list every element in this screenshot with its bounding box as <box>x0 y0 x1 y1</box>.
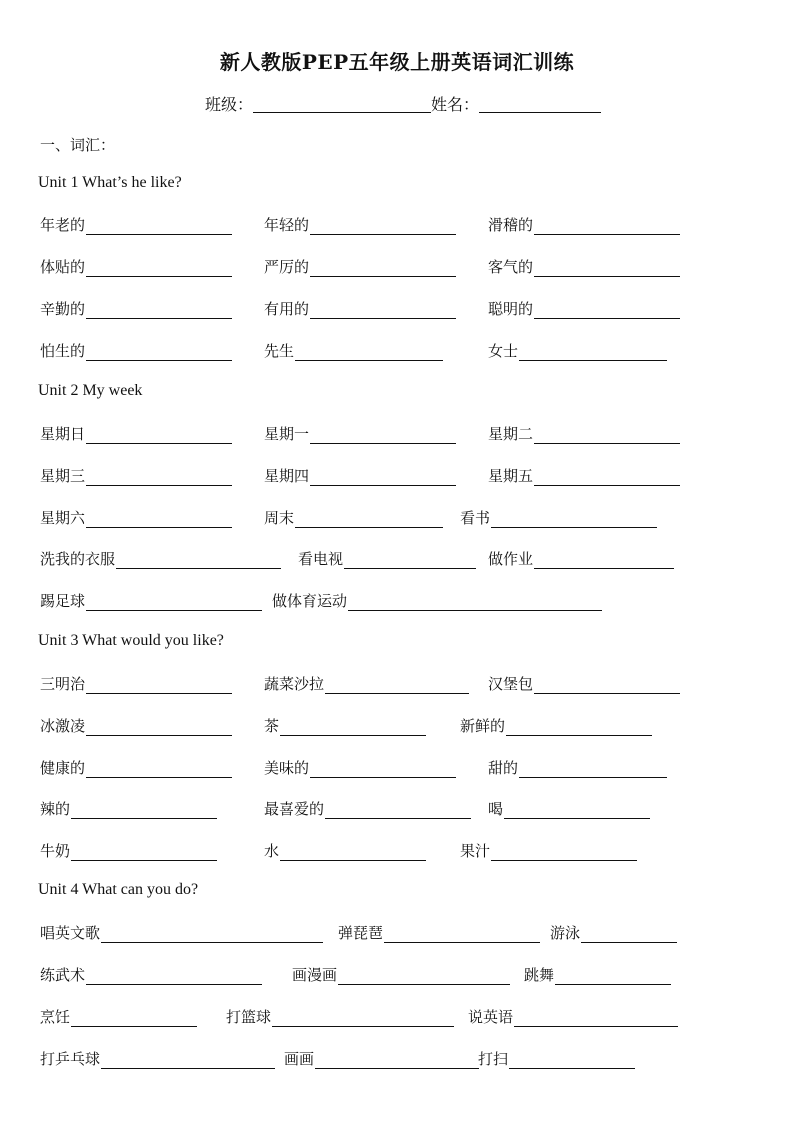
answer-blank[interactable] <box>86 596 262 611</box>
vocab-item: 做体育运动 <box>272 590 602 611</box>
student-info-row <box>205 92 601 115</box>
answer-blank[interactable] <box>86 763 232 778</box>
vocab-item: 弹琵琶 <box>338 922 540 943</box>
name-label: 姓名： <box>431 95 480 114</box>
unit-2-heading: Unit 2 My week <box>38 382 143 399</box>
vocab-item: 女士 <box>488 340 667 361</box>
answer-blank[interactable] <box>101 928 323 943</box>
vocab-item: 先生 <box>264 340 443 361</box>
class-label: 班级： <box>205 95 254 114</box>
vocab-item: 蔬菜沙拉 <box>264 673 469 694</box>
answer-blank[interactable] <box>325 804 471 819</box>
vocab-item: 新鲜的 <box>460 715 652 736</box>
vocab-item: 游泳 <box>550 922 677 943</box>
unit-1-heading: Unit 1 What’s he like? <box>38 174 182 191</box>
vocab-item: 看书 <box>460 507 657 528</box>
answer-blank[interactable] <box>86 721 232 736</box>
answer-blank[interactable] <box>534 262 680 277</box>
name-blank[interactable] <box>479 96 601 113</box>
answer-blank[interactable] <box>71 1012 197 1027</box>
answer-blank[interactable] <box>295 346 443 361</box>
vocab-item: 打篮球 <box>226 1006 454 1027</box>
vocab-item: 练武术 <box>40 964 262 985</box>
vocab-item: 美味的 <box>264 757 456 778</box>
answer-blank[interactable] <box>86 513 232 528</box>
answer-blank[interactable] <box>86 970 262 985</box>
unit-4-heading: Unit 4 What can you do? <box>38 881 199 898</box>
answer-blank[interactable] <box>310 304 456 319</box>
answer-blank[interactable] <box>506 721 652 736</box>
answer-blank[interactable] <box>295 513 443 528</box>
vocab-item: 年老的 <box>40 214 232 235</box>
answer-blank[interactable] <box>534 554 674 569</box>
unit-3-heading: Unit 3 What would you like? <box>38 632 224 649</box>
answer-blank[interactable] <box>71 804 217 819</box>
answer-blank[interactable] <box>86 346 232 361</box>
vocab-item: 最喜爱的 <box>264 798 471 819</box>
vocab-item: 有用的 <box>264 298 456 319</box>
vocab-item: 年轻的 <box>264 214 456 235</box>
answer-blank[interactable] <box>534 471 680 486</box>
answer-blank[interactable] <box>310 262 456 277</box>
answer-blank[interactable] <box>534 304 680 319</box>
answer-blank[interactable] <box>338 970 510 985</box>
vocab-item: 严厉的 <box>264 256 456 277</box>
answer-blank[interactable] <box>555 970 671 985</box>
answer-blank[interactable] <box>86 679 232 694</box>
answer-blank[interactable] <box>280 721 426 736</box>
answer-blank[interactable] <box>509 1054 635 1069</box>
vocab-item: 体贴的 <box>40 256 232 277</box>
vocab-item: 唱英文歌 <box>40 922 323 943</box>
vocab-item: 健康的 <box>40 757 232 778</box>
vocab-item: 打乒乓球 <box>40 1048 275 1069</box>
vocab-item: 辣的 <box>40 798 217 819</box>
answer-blank[interactable] <box>101 1054 275 1069</box>
answer-blank[interactable] <box>71 846 217 861</box>
vocab-item: 客气的 <box>488 256 680 277</box>
vocab-item: 周末 <box>264 507 443 528</box>
vocab-item: 果汁 <box>460 840 637 861</box>
vocab-item: 牛奶 <box>40 840 217 861</box>
answer-blank[interactable] <box>310 220 456 235</box>
vocab-item: 星期二 <box>488 423 680 444</box>
answer-blank[interactable] <box>315 1054 479 1069</box>
vocab-item: 烹饪 <box>40 1006 197 1027</box>
answer-blank[interactable] <box>519 763 667 778</box>
vocab-item: 画画 <box>284 1048 479 1069</box>
answer-blank[interactable] <box>514 1012 678 1027</box>
answer-blank[interactable] <box>325 679 469 694</box>
vocab-item: 踢足球 <box>40 590 262 611</box>
vocab-item: 跳舞 <box>524 964 671 985</box>
answer-blank[interactable] <box>86 262 232 277</box>
vocab-item: 滑稽的 <box>488 214 680 235</box>
answer-blank[interactable] <box>310 471 456 486</box>
answer-blank[interactable] <box>116 554 281 569</box>
vocab-item: 说英语 <box>468 1006 678 1027</box>
vocab-item: 汉堡包 <box>488 673 680 694</box>
answer-blank[interactable] <box>348 596 602 611</box>
answer-blank[interactable] <box>86 429 232 444</box>
vocab-item: 甜的 <box>488 757 667 778</box>
vocab-item: 星期三 <box>40 465 232 486</box>
vocab-item: 喝 <box>488 798 650 819</box>
vocab-item: 星期六 <box>40 507 232 528</box>
answer-blank[interactable] <box>384 928 540 943</box>
class-blank[interactable] <box>253 96 431 113</box>
vocab-item: 做作业 <box>488 548 674 569</box>
vocab-item: 画漫画 <box>292 964 510 985</box>
vocab-item: 星期五 <box>488 465 680 486</box>
answer-blank[interactable] <box>491 513 657 528</box>
answer-blank[interactable] <box>534 429 680 444</box>
vocab-item: 看电视 <box>298 548 476 569</box>
answer-blank[interactable] <box>86 220 232 235</box>
vocab-item: 打扫 <box>478 1048 635 1069</box>
answer-blank[interactable] <box>534 220 680 235</box>
answer-blank[interactable] <box>310 429 456 444</box>
page-title: 新人教版PEP五年级上册英语词汇训练 <box>219 50 575 74</box>
vocab-item: 怕生的 <box>40 340 232 361</box>
vocab-item: 三明治 <box>40 673 232 694</box>
vocab-item: 辛勤的 <box>40 298 232 319</box>
vocab-item: 茶 <box>264 715 426 736</box>
vocab-item: 洗我的衣服 <box>40 548 281 569</box>
vocab-item: 水 <box>264 840 426 861</box>
answer-blank[interactable] <box>280 846 426 861</box>
answer-blank[interactable] <box>581 928 677 943</box>
vocab-item: 星期四 <box>264 465 456 486</box>
section-heading: 一、词汇： <box>40 136 116 154</box>
answer-blank[interactable] <box>534 679 680 694</box>
answer-blank[interactable] <box>272 1012 454 1027</box>
answer-blank[interactable] <box>504 804 650 819</box>
vocab-item: 星期日 <box>40 423 232 444</box>
answer-blank[interactable] <box>491 846 637 861</box>
answer-blank[interactable] <box>310 763 456 778</box>
answer-blank[interactable] <box>86 471 232 486</box>
answer-blank[interactable] <box>344 554 476 569</box>
vocab-item: 冰激凌 <box>40 715 232 736</box>
answer-blank[interactable] <box>519 346 667 361</box>
vocab-item: 星期一 <box>264 423 456 444</box>
answer-blank[interactable] <box>86 304 232 319</box>
vocab-item: 聪明的 <box>488 298 680 319</box>
